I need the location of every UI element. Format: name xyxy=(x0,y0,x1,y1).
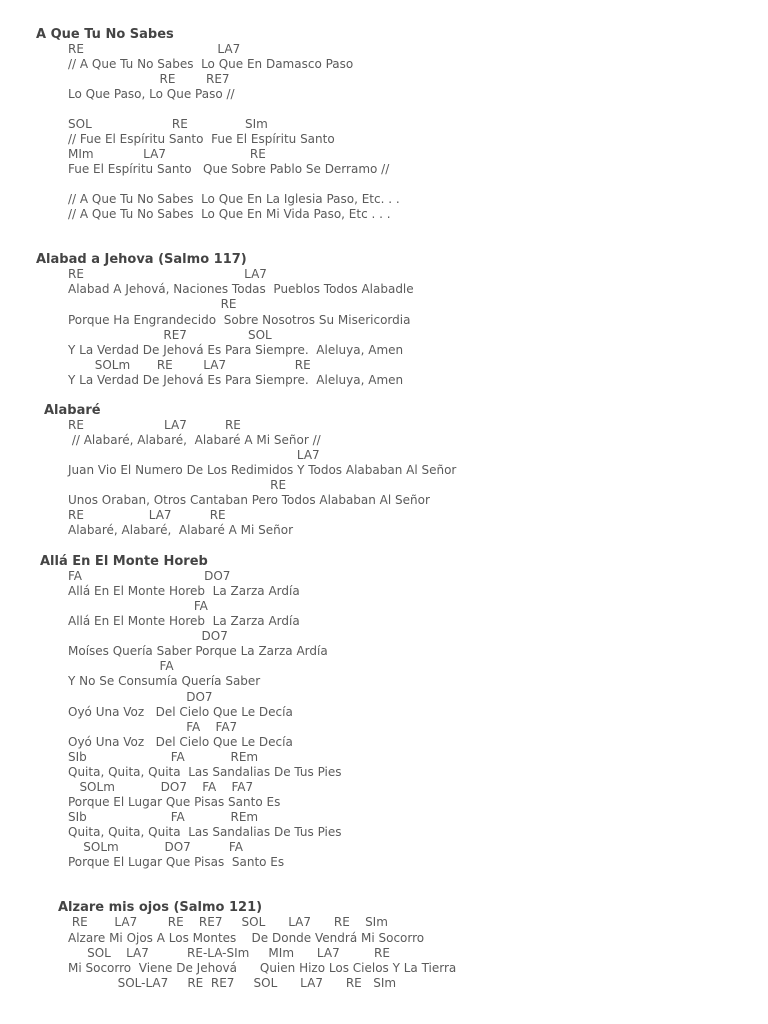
lyric-line: Alabaré, Alabaré, Alabaré A Mi Señor xyxy=(68,523,294,537)
lyric-line: // A Que Tu No Sabes Lo Que En Damasco Paso xyxy=(68,57,354,71)
chord-line: DO7 xyxy=(68,690,213,704)
chord-line: FA xyxy=(68,599,208,613)
chord-line: FA DO7 xyxy=(68,569,231,583)
chord-line: SIb FA REm xyxy=(68,810,259,824)
song-title: Alzare mis ojos (Salmo 121) xyxy=(58,900,263,915)
chord-line: FA FA7 xyxy=(68,720,238,734)
chord-line: FA xyxy=(68,659,174,673)
lyric-line: Juan Vio El Numero De Los Redimidos Y Todos Alababan Al Señor xyxy=(68,463,457,477)
lyric-line: Oyó Una Voz Del Cielo Que Le Decía xyxy=(68,735,293,749)
lyric-line: Lo Que Paso, Lo Que Paso // xyxy=(68,87,235,101)
lyric-line: Porque Ha Engrandecido Sobre Nosotros Su Misericordia xyxy=(68,313,411,327)
lyric-line: // Alabaré, Alabaré, Alabaré A Mi Señor // xyxy=(68,433,321,447)
lyric-line: Unos Oraban, Otros Cantaban Pero Todos Alababan Al Señor xyxy=(68,493,430,507)
chord-line: SOLm DO7 FA FA7 xyxy=(68,780,254,794)
chord-line: RE7 SOL xyxy=(68,328,272,342)
lyric-line: Fue El Espíritu Santo Que Sobre Pablo Se Derramo // xyxy=(68,162,390,176)
lyric-line: Porque El Lugar Que Pisas Santo Es xyxy=(68,795,281,809)
song-title: Alabad a Jehova (Salmo 117) xyxy=(36,252,247,267)
lyric-line: Quita, Quita, Quita Las Sandalias De Tus Pies xyxy=(68,765,342,779)
lyric-line: Moíses Quería Saber Porque La Zarza Ardía xyxy=(68,644,328,658)
chord-line: RE LA7 RE xyxy=(68,418,241,432)
lyric-line: // Fue El Espíritu Santo Fue El Espíritu Santo xyxy=(68,132,335,146)
chord-line: MIm LA7 RE xyxy=(68,147,266,161)
chord-line: SOLm DO7 FA xyxy=(68,840,243,854)
chord-line: RE LA7 xyxy=(68,267,267,281)
chord-line: RE xyxy=(68,297,237,311)
chord-line: LA7 xyxy=(68,448,320,462)
lyric-line: Y No Se Consumía Quería Saber xyxy=(68,674,261,688)
lyric-line: Quita, Quita, Quita Las Sandalias De Tus Pies xyxy=(68,825,342,839)
lyric-line: Alabad A Jehová, Naciones Todas Pueblos Todos Alabadle xyxy=(68,282,414,296)
chord-line: RE LA7 RE xyxy=(68,508,226,522)
chord-line: RE RE7 xyxy=(68,72,230,86)
chord-line: RE LA7 RE RE7 SOL LA7 RE SIm xyxy=(68,915,388,929)
chord-line: SOL-LA7 RE RE7 SOL LA7 RE SIm xyxy=(68,976,397,990)
chord-line: SOLm RE LA7 RE xyxy=(68,358,311,372)
chord-line: DO7 xyxy=(68,629,228,643)
chord-line: RE LA7 xyxy=(68,42,241,56)
song-title: Alabaré xyxy=(44,403,101,418)
chord-line: SOL LA7 RE-LA-SIm MIm LA7 RE xyxy=(68,946,390,960)
lyric-line: Y La Verdad De Jehová Es Para Siempre. Aleluya, Amen xyxy=(68,373,404,387)
lyric-line: // A Que Tu No Sabes Lo Que En La Iglesia Paso, Etc. . . xyxy=(68,192,400,206)
lyric-line: Mi Socorro Viene De Jehová Quien Hizo Los Cielos Y La Tierra xyxy=(68,961,457,975)
lyric-line: Porque El Lugar Que Pisas Santo Es xyxy=(68,855,285,869)
chord-line: RE xyxy=(68,478,287,492)
lyric-line: Oyó Una Voz Del Cielo Que Le Decía xyxy=(68,705,293,719)
lyric-line: Allá En El Monte Horeb La Zarza Ardía xyxy=(68,584,300,598)
song-title: A Que Tu No Sabes xyxy=(36,27,174,42)
chord-line: SOL RE SIm xyxy=(68,117,268,131)
song-title: Allá En El Monte Horeb xyxy=(40,554,208,569)
lyric-line: Y La Verdad De Jehová Es Para Siempre. Aleluya, Amen xyxy=(68,343,404,357)
lyric-line: Allá En El Monte Horeb La Zarza Ardía xyxy=(68,614,300,628)
chord-line: SIb FA REm xyxy=(68,750,259,764)
lyric-line: // A Que Tu No Sabes Lo Que En Mi Vida Paso, Etc . . . xyxy=(68,207,391,221)
lyric-line: Alzare Mi Ojos A Los Montes De Donde Vendrá Mi Socorro xyxy=(68,931,425,945)
